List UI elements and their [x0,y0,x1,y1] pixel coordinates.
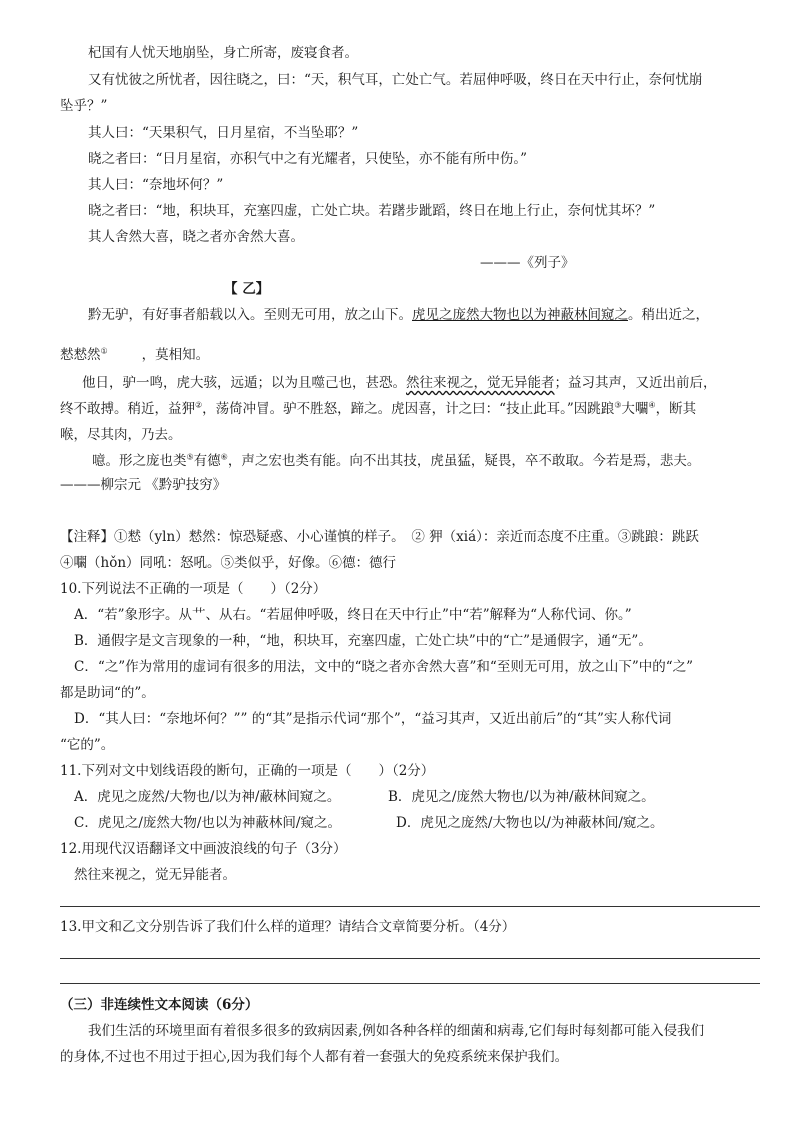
yi-p2-text: ，莫相知。 [141,347,210,363]
yi-p4-text-a: 终不敢搏。稍近，益狎 [60,401,195,417]
question-10-option-d: D．“其人曰：“奈地坏何？”” 的“其”是指示代词“那个”，“益习其声，又近出前后”的“其”实人称代词 [74,711,672,727]
underlined-phrase: 虎见之庞然大物也以为神蔽林间窥之 [412,307,628,323]
note-marker-5: ⑤ [186,452,194,462]
yi-p2-word: 慭慭然 [60,347,101,363]
jia-source: ———《列子》 [480,255,575,271]
question-13-stem: 13.甲文和乙文分别告诉了我们什么样的道理？请结合文章简要分析。（4分） [60,919,516,935]
yi-paragraph-1-cont [60,346,209,364]
answer-line [60,906,760,907]
question-12-stem: 12.用现代汉语翻译文中画波浪线的句子（3分） [60,841,347,857]
yi-p4-text-c: 大㘚 [621,401,649,417]
yi-p6-text-b: 有德 [193,453,221,469]
note-marker-1: ① [100,346,108,356]
question-10-option-a: A．“若”象形字。从艹、从右。“若屈伸呼吸，终日在天中行止”中“若”解释为“人称代词、你。” [74,607,632,623]
yi-paragraph-2-end: 喉，尽其肉，乃去。 [60,427,182,443]
yi-paragraph-2 [82,374,717,392]
yi-paragraph-2-cont [60,400,696,418]
yi-source: ———柳宗元 《黔驴技穷》 [60,477,227,493]
yi-p4-text-b: ，荡倚冲冒。驴不胜怒，蹄之。虎因喜，计之曰：“技止此耳。”因跳踉 [202,401,615,417]
yi-paragraph-3 [92,452,700,470]
yi-p6-text-a: 噫。形之庞也类 [92,453,187,469]
jia-paragraph-5: 其人曰：“奈地坏何？” [88,177,224,193]
question-11-stem: 11.下列对文中划线语段的断句，正确的一项是（ ）（2分） [60,763,435,779]
question-10-option-d-cont: “它的”。 [60,737,115,753]
section-3-paragraph-cont: 的身体,不过也不用过于担心,因为我们每个人都有着一套强大的免疫系统来保护我们。 [60,1049,569,1065]
note-marker-3: ③ [614,400,622,410]
question-10-option-c-cont: 都是助词“的”。 [60,685,155,701]
jia-paragraph-6: 晓之者曰：“地，积块耳，充塞四虚，亡处亡块。若躇步跐蹈，终日在地上行止，奈何忧其坏？” [88,203,656,219]
wavy-underlined-sentence: 然往来视之，觉无异能者 [406,375,555,391]
jia-paragraph-2: 又有忧彼之所忧者，因往晓之，曰：“天，积气耳，亡处亡气。若屈伸呼吸，终日在天中行止，奈何忧崩 [88,72,703,88]
yi-p4-text-d: ，断其 [655,401,697,417]
note-marker-2: ② [195,400,203,410]
yi-p6-text-c: ，声之宏也类有能。向不出其技，虎虽猛，疑畏，卒不敢取。今若是焉，悲夫。 [227,453,701,469]
notes-line-2: ④㘚（hǒn）同吼：怒吼。⑤类似乎，好像。⑥德：德行 [60,555,397,571]
answer-line [60,958,760,959]
jia-paragraph-1: 杞国有人忧天地崩坠，身亡所寄，废寝食者。 [88,45,358,61]
question-12-sentence: 然往来视之，觉无异能者。 [74,867,236,883]
question-10-stem: 10.下列说法不正确的一项是（ ）（2分） [60,581,327,597]
yi-paragraph-1 [88,306,709,324]
question-11-option-a: A．虎见之庞然/大物也/以为神/蔽林间窥之。 [74,789,341,805]
question-11-option-c: C．虎见之/庞然大物/也以为神蔽林间/窥之。 [74,815,341,831]
section-3-paragraph: 我们生活的环境里面有着很多很多的致病因素,例如各种各样的细菌和病毒,它们每时每刻都可能入侵我们 [88,1023,705,1039]
yi-p1-text-end: 。稍出近之， [628,307,709,323]
question-10-option-c: C．“之”作为常用的虚词有很多的用法，文中的“晓之者亦舍然大喜”和“至则无可用，放之山下”中的“之” [74,659,694,675]
jia-paragraph-4: 晓之者曰：“日月星宿，亦积气中之有光耀者，只使坠，亦不能有所中伤。” [88,151,528,167]
jia-paragraph-7: 其人舍然大喜，晓之者亦舍然大喜。 [88,229,304,245]
yi-p1-text: 黔无驴，有好事者船载以入。至则无可用，放之山下。 [88,307,412,323]
question-11-option-d: D．虎见之庞然/大物也以/为神蔽林间/窥之。 [396,815,664,831]
yi-heading: 【 乙】 [224,281,270,297]
note-marker-4: ④ [648,400,656,410]
notes-line-1: 【注释】①慭（yln）慭然：惊恐疑惑、小心谨慎的样子。 ② 狎（xiá）：亲近而态度不庄重。③跳踉：跳跃 [60,529,699,545]
question-10-option-b: B．通假字是文言现象的一种，“地，积块耳，充塞四虚，亡处亡块”中的“亡”是通假字，通“无”。 [74,633,652,649]
section-3-heading: （三）非连续性文本阅读（6分） [60,997,259,1013]
question-11-option-b: B．虎见之/庞然大物也/以为神/蔽林间窥之。 [388,789,655,805]
jia-paragraph-3: 其人曰：“天果积气，日月星宿，不当坠耶？” [88,125,359,141]
answer-line [60,983,760,984]
yi-p3-text: 他日，驴一鸣，虎大骇，远遁；以为且噬己也，甚恐。 [82,375,406,391]
yi-p3-text-end: ；益习其声，又近出前后， [554,375,717,391]
note-marker-6: ⑥ [220,452,228,462]
jia-paragraph-2-cont: 坠乎？” [60,98,108,114]
